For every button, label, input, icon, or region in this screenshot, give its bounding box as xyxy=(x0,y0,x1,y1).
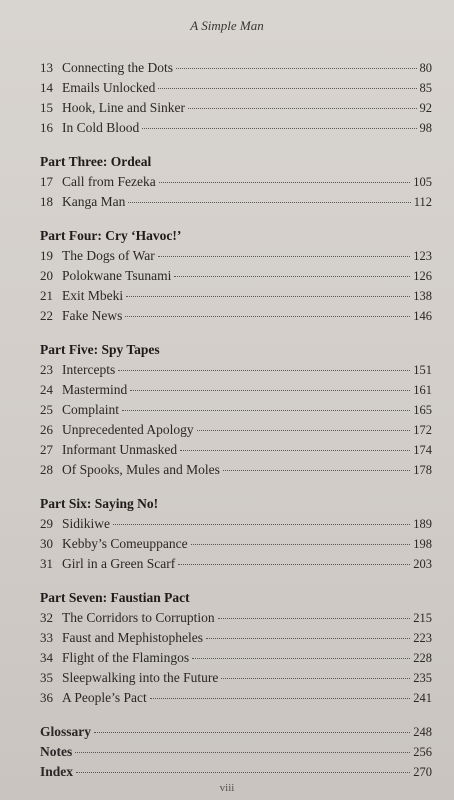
dot-leader xyxy=(223,470,410,471)
chapter-number: 30 xyxy=(40,536,53,551)
chapter-number: 22 xyxy=(40,308,53,323)
page-folio: viii xyxy=(219,782,235,794)
toc-entry[interactable] xyxy=(40,360,432,380)
chapter-title: In Cold Blood xyxy=(62,120,140,135)
dot-leader xyxy=(125,316,410,317)
toc-entry[interactable] xyxy=(40,554,432,574)
entry-title: Index xyxy=(40,764,74,779)
toc-entry[interactable] xyxy=(40,400,432,420)
chapter-title: Complaint xyxy=(62,402,119,417)
dot-leader xyxy=(122,410,410,411)
toc-section xyxy=(40,58,432,138)
page-number: 256 xyxy=(413,745,432,759)
page-number: 146 xyxy=(413,309,432,323)
toc-entry[interactable] xyxy=(40,192,432,212)
page-number: 198 xyxy=(413,537,432,551)
toc-entry[interactable] xyxy=(40,118,432,138)
chapter-title: Fake News xyxy=(62,308,123,323)
page-number: 241 xyxy=(413,691,432,705)
dot-leader xyxy=(158,256,410,257)
part-heading[interactable]: Part Four: Cry ‘Havoc!’ xyxy=(40,228,182,243)
chapter-title: A People’s Pact xyxy=(62,690,147,705)
chapter-number: 32 xyxy=(40,610,53,625)
chapter-title: The Dogs of War xyxy=(62,248,155,263)
toc-entry-glossary[interactable] xyxy=(40,722,432,742)
dot-leader xyxy=(75,752,410,753)
page-number: 248 xyxy=(413,725,432,739)
dot-leader xyxy=(221,678,410,679)
toc-section xyxy=(40,226,432,326)
part-heading[interactable]: Part Three: Ordeal xyxy=(40,154,152,169)
dot-leader xyxy=(176,68,417,69)
toc-entry[interactable] xyxy=(40,266,432,286)
dot-leader xyxy=(130,390,410,391)
dot-leader xyxy=(197,430,411,431)
chapter-title: Emails Unlocked xyxy=(62,80,156,95)
chapter-title: Kebby’s Comeuppance xyxy=(62,536,188,551)
dot-leader xyxy=(142,128,416,129)
chapter-title: Faust and Mephistopheles xyxy=(62,630,203,645)
page-number: 215 xyxy=(413,611,432,625)
page-number: 161 xyxy=(413,383,432,397)
toc-entry[interactable] xyxy=(40,78,432,98)
chapter-title: Intercepts xyxy=(62,362,116,377)
chapter-number: 19 xyxy=(40,248,53,263)
chapter-number: 31 xyxy=(40,556,53,571)
part-heading[interactable]: Part Seven: Faustian Pact xyxy=(40,590,190,605)
running-head: A Simple Man xyxy=(190,18,264,33)
page-number: 138 xyxy=(413,289,432,303)
dot-leader xyxy=(180,450,410,451)
page-number: 151 xyxy=(413,363,432,377)
dot-leader xyxy=(191,544,411,545)
chapter-title: Girl in a Green Scarf xyxy=(62,556,176,571)
dot-leader xyxy=(128,202,410,203)
toc-section xyxy=(40,340,432,480)
chapter-number: 34 xyxy=(40,650,53,665)
chapter-title: Flight of the Flamingos xyxy=(62,650,190,665)
chapter-number: 17 xyxy=(40,174,53,189)
dot-leader xyxy=(126,296,410,297)
chapter-title: Call from Fezeka xyxy=(62,174,156,189)
toc-entry[interactable] xyxy=(40,286,432,306)
dot-leader xyxy=(76,772,410,773)
dot-leader xyxy=(159,182,411,183)
chapter-number: 27 xyxy=(40,442,53,457)
toc-entry[interactable] xyxy=(40,246,432,266)
page-number: 80 xyxy=(419,61,432,75)
page-number: 203 xyxy=(413,557,432,571)
dot-leader xyxy=(118,370,410,371)
toc-entry-notes[interactable] xyxy=(40,742,432,762)
chapter-number: 18 xyxy=(40,194,53,209)
dot-leader xyxy=(158,88,416,89)
chapter-title: The Corridors to Corruption xyxy=(62,610,215,625)
chapter-number: 25 xyxy=(40,402,53,417)
entry-title: Notes xyxy=(40,744,73,759)
toc-entry[interactable] xyxy=(40,306,432,326)
toc-entry[interactable] xyxy=(40,648,432,668)
toc-entry[interactable] xyxy=(40,628,432,648)
dot-leader xyxy=(150,698,411,699)
chapter-number: 14 xyxy=(40,80,53,95)
dot-leader xyxy=(94,732,410,733)
page-number: 85 xyxy=(419,81,432,95)
page-number: 228 xyxy=(413,651,432,665)
page-number: 172 xyxy=(413,423,432,437)
toc-section xyxy=(40,494,432,574)
dot-leader xyxy=(206,638,410,639)
page-number: 105 xyxy=(413,175,432,189)
dot-leader xyxy=(178,564,410,565)
chapter-number: 36 xyxy=(40,690,53,705)
dot-leader xyxy=(174,276,410,277)
toc-entry[interactable] xyxy=(40,688,432,708)
chapter-title: Sleepwalking into the Future xyxy=(62,670,219,685)
table-of-contents xyxy=(40,58,432,796)
chapter-title: Informant Unmasked xyxy=(62,442,178,457)
part-heading[interactable]: Part Six: Saying No! xyxy=(40,496,159,511)
toc-entry[interactable] xyxy=(40,420,432,440)
toc-entry[interactable] xyxy=(40,58,432,78)
dot-leader xyxy=(192,658,410,659)
chapter-number: 26 xyxy=(40,422,53,437)
part-heading[interactable]: Part Five: Spy Tapes xyxy=(40,342,160,357)
toc-entry[interactable] xyxy=(40,460,432,480)
chapter-title: Connecting the Dots xyxy=(62,60,173,75)
chapter-number: 15 xyxy=(40,100,53,115)
dot-leader xyxy=(113,524,410,525)
page-number: 92 xyxy=(419,101,432,115)
page-number: 112 xyxy=(413,195,432,209)
toc-section xyxy=(40,152,432,212)
chapter-title: Unprecedented Apology xyxy=(62,422,194,437)
page-number: 235 xyxy=(413,671,432,685)
toc-entry[interactable] xyxy=(40,608,432,628)
page-number: 178 xyxy=(413,463,432,477)
toc-entry-index[interactable] xyxy=(40,762,432,782)
chapter-number: 28 xyxy=(40,462,53,477)
chapter-number: 23 xyxy=(40,362,53,377)
entry-title: Glossary xyxy=(40,724,92,739)
page-number: 123 xyxy=(413,249,432,263)
dot-leader xyxy=(218,618,411,619)
chapter-number: 35 xyxy=(40,670,53,685)
page-number: 223 xyxy=(413,631,432,645)
toc-entry[interactable] xyxy=(40,172,432,192)
dot-leader xyxy=(188,108,417,109)
page-number: 174 xyxy=(413,443,432,457)
toc-entry[interactable] xyxy=(40,98,432,118)
chapter-number: 29 xyxy=(40,516,53,531)
page-number: 189 xyxy=(413,517,432,531)
chapter-title: Sidikiwe xyxy=(62,516,111,531)
page-number: 270 xyxy=(413,765,432,779)
chapter-title: Exit Mbeki xyxy=(62,288,124,303)
chapter-title: Polokwane Tsunami xyxy=(62,268,172,283)
toc-entry[interactable] xyxy=(40,534,432,554)
chapter-number: 13 xyxy=(40,60,53,75)
chapter-number: 24 xyxy=(40,382,53,397)
chapter-number: 20 xyxy=(40,268,53,283)
toc-section xyxy=(40,588,432,708)
toc-entry[interactable] xyxy=(40,440,432,460)
toc-entry[interactable] xyxy=(40,380,432,400)
chapter-number: 33 xyxy=(40,630,53,645)
chapter-title: Of Spooks, Mules and Moles xyxy=(62,462,220,477)
page-number: 98 xyxy=(419,121,432,135)
chapter-title: Hook, Line and Sinker xyxy=(62,100,185,115)
back-matter xyxy=(40,722,432,782)
page-number: 165 xyxy=(413,403,432,417)
chapter-title: Mastermind xyxy=(62,382,128,397)
page-number: 126 xyxy=(413,269,432,283)
chapter-number: 16 xyxy=(40,120,53,135)
chapter-number: 21 xyxy=(40,288,53,303)
chapter-title: Kanga Man xyxy=(62,194,126,209)
toc-entry[interactable] xyxy=(40,514,432,534)
toc-entry[interactable] xyxy=(40,668,432,688)
